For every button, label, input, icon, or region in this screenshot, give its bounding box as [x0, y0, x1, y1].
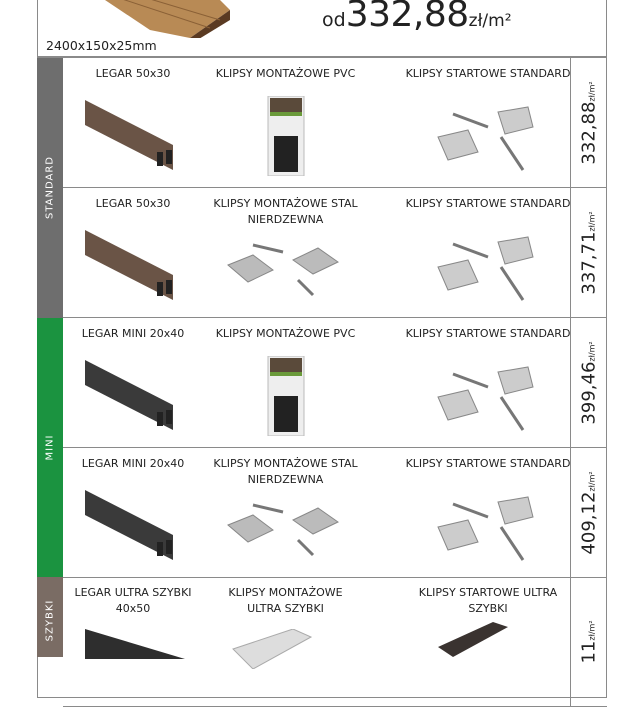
- klipsy-label: KLIPSY MONTAŻOWE STAL NIERDZEWNA: [213, 457, 358, 486]
- mounting-clips-image: [223, 629, 313, 673]
- legar-image: [85, 619, 185, 663]
- price-cell: [570, 318, 607, 448]
- price-value: 332,88: [345, 0, 469, 35]
- price-value: 337,71: [578, 231, 600, 295]
- group-label: SZYBKI: [44, 599, 56, 642]
- price-prefix: od: [322, 9, 346, 31]
- row-price: [579, 620, 600, 663]
- legar-label: LEGAR 50x30: [95, 67, 171, 80]
- price-value: 409,12: [578, 491, 600, 555]
- legar-image: [85, 230, 185, 309]
- decking-board-image: [90, 0, 230, 38]
- start-clips-image: [433, 232, 543, 311]
- board-dimensions: 2400x150x25mm: [46, 38, 157, 53]
- price-value: 11: [578, 640, 600, 664]
- start-clips-image: [433, 362, 543, 441]
- legar-label: LEGAR MINI 20x40: [81, 457, 185, 470]
- price-unit: zł/m²: [468, 11, 512, 31]
- legar-image: [85, 100, 185, 179]
- start-clips-label: KLIPSY STARTOWE STANDARD: [405, 327, 571, 340]
- price-unit: zł/m²: [587, 80, 597, 102]
- price-unit: zł/m²: [587, 619, 597, 641]
- start-clips-label: KLIPSY STARTOWE STANDARD: [405, 197, 571, 210]
- group-strip-szybki: [37, 577, 63, 657]
- mounting-clips-image: [266, 96, 306, 180]
- legar-label: LEGAR 50x30: [95, 197, 171, 210]
- start-clips-image: [433, 102, 543, 181]
- price-cell: [570, 577, 607, 707]
- start-clips-image: [433, 492, 543, 571]
- klipsy-label: KLIPSY MONTAŻOWE PVC: [215, 67, 356, 80]
- group-strip-standard: [37, 58, 63, 318]
- price-unit: zł/m²: [587, 340, 597, 362]
- group-strip-mini: [37, 318, 63, 577]
- table-row: [63, 58, 570, 188]
- row-price: [579, 341, 600, 424]
- klipsy-label: KLIPSY MONTAŻOWE ULTRA SZYBKI: [228, 586, 343, 615]
- price-unit: zł/m²: [587, 210, 597, 232]
- legar-label: LEGAR MINI 20x40: [81, 327, 185, 340]
- table-row: [63, 318, 570, 448]
- klipsy-label: KLIPSY MONTAŻOWE STAL NIERDZEWNA: [213, 197, 358, 226]
- legar-image: [85, 360, 185, 439]
- legar-label: LEGAR ULTRA SZYBKI 40x50: [74, 586, 192, 615]
- price-value: 399,46: [578, 361, 600, 425]
- mounting-clips-image: [266, 356, 306, 440]
- row-price: [579, 81, 600, 164]
- price-cell: [570, 448, 607, 578]
- start-clips-label: KLIPSY STARTOWE ULTRA SZYBKI: [418, 586, 558, 615]
- mounting-clips-image: [223, 500, 343, 564]
- table-row: [63, 577, 570, 707]
- row-price: [579, 471, 600, 554]
- price-unit: zł/m²: [587, 470, 597, 492]
- group-label: MINI: [44, 434, 56, 461]
- group-label: STANDARD: [44, 155, 56, 220]
- row-price: [579, 211, 600, 294]
- klipsy-label: KLIPSY MONTAŻOWE PVC: [215, 327, 356, 340]
- price-cell: [570, 58, 607, 188]
- table-row: [63, 188, 570, 318]
- start-clips-image: [433, 617, 513, 661]
- table-row: [63, 448, 570, 578]
- header-price: [322, 0, 512, 35]
- price-value: 332,88: [578, 101, 600, 165]
- start-clips-label: KLIPSY STARTOWE STANDARD: [405, 67, 571, 80]
- mounting-clips-image: [223, 240, 343, 304]
- price-cell: [570, 188, 607, 318]
- start-clips-label: KLIPSY STARTOWE STANDARD: [405, 457, 571, 470]
- legar-image: [85, 490, 185, 569]
